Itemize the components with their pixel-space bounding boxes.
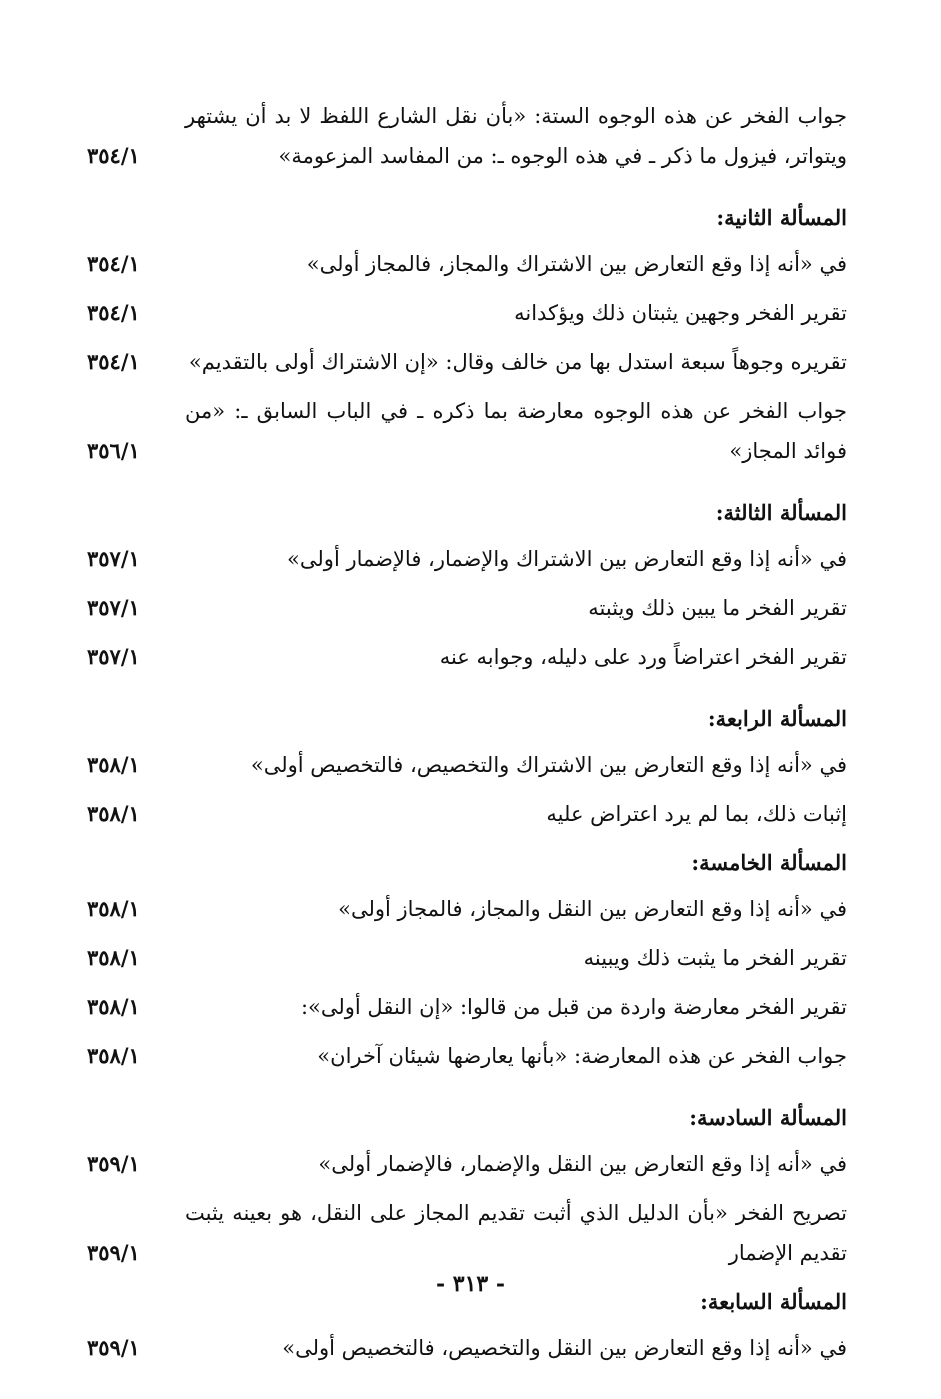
entry-page-ref: ٣٥٤/١: [87, 300, 140, 325]
entry-text: جواب الفخر عن هذه الوجوه الستة: «بأن نقل الشارع اللفظ لا بد أن يشتهر ويتواتر، فيزول ما ذكر ـ في هذه الوجوه ـ: من المفاسد المزعومة»: [185, 104, 847, 168]
entry-page-ref: ٣٥٧/١: [87, 595, 140, 620]
index-entry: [87, 1328, 847, 1368]
index-entry: [87, 889, 847, 929]
index-entry: [87, 391, 847, 471]
entry-text: تقرير الفخر اعتراضاً ورد على دليله، وجوابه عنه: [439, 645, 847, 669]
entry-page-ref: ٣٥٩/١: [87, 1335, 140, 1360]
index-entry: [87, 938, 847, 978]
entry-page-ref: ٣٥٧/١: [87, 546, 140, 571]
entry-text: تصريح الفخر «بأن الدليل الذي أثبت تقديم المجاز على النقل، هو بعينه يثبت تقديم الإضمار: [185, 1201, 847, 1265]
entry-page-ref: ٣٥٩/١: [87, 1240, 140, 1265]
entry-page-ref: ٣٥٧/١: [87, 644, 140, 669]
index-entry: [87, 987, 847, 1027]
entry-page-ref: ٣٥٨/١: [87, 994, 140, 1019]
index-entry: [87, 637, 847, 677]
entry-text: في «أنه إذا وقع التعارض بين النقل والإضمار، فالإضمار أولى»: [318, 1152, 847, 1176]
page-number: - ٣١٣ -: [435, 1271, 506, 1297]
entry-page-ref: ٣٥٨/١: [87, 1043, 140, 1068]
index-entry: [87, 588, 847, 628]
index-entry: [87, 342, 847, 382]
entry-text: تقرير الفخر وجهين يثبتان ذلك ويؤكدانه: [514, 301, 847, 325]
section-heading: المسألة السادسة:: [689, 1105, 847, 1130]
entry-text: في «أنه إذا وقع التعارض بين الاشتراك والمجاز، فالمجاز أولى»: [306, 252, 847, 276]
index-entry: [87, 745, 847, 785]
section-heading: المسألة السابعة:: [700, 1289, 847, 1314]
section-heading: المسألة الرابعة:: [707, 706, 847, 731]
entry-page-ref: ٣٥٨/١: [87, 945, 140, 970]
entry-page-ref: ٣٥٤/١: [87, 143, 140, 168]
entry-text: تقرير الفخر معارضة واردة من قبل من قالوا: «إن النقل أولى»:: [300, 995, 847, 1019]
index-content: [87, 96, 847, 1377]
index-entry: [87, 96, 847, 176]
index-entry: [87, 794, 847, 834]
entry-page-ref: ٣٥٨/١: [87, 896, 140, 921]
entry-page-ref: ٣٥٤/١: [87, 251, 140, 276]
entry-text: في «أنه إذا وقع التعارض بين النقل والتخصيص، فالتخصيص أولى»: [282, 1336, 847, 1360]
entry-page-ref: ٣٥٨/١: [87, 801, 140, 826]
section-heading: المسألة الثالثة:: [715, 500, 847, 525]
index-entry: [87, 293, 847, 333]
entry-text: جواب الفخر عن هذه المعارضة: «بأنها يعارضها شيئان آخران»: [317, 1044, 847, 1068]
entry-page-ref: ٣٥٦/١: [87, 438, 140, 463]
entry-text: تقريره وجوهاً سبعة استدل بها من خالف وقال: «إن الاشتراك أولى بالتقديم»: [188, 350, 847, 374]
entry-text: في «أنه إذا وقع التعارض بين الاشتراك والتخصيص، فالتخصيص أولى»: [250, 753, 847, 777]
index-entry: [87, 1036, 847, 1076]
entry-text: إثبات ذلك، بما لم يرد اعتراض عليه: [546, 802, 847, 826]
entry-text: تقرير الفخر ما يبين ذلك ويثبته: [588, 596, 847, 620]
entry-page-ref: ٣٥٩/١: [87, 1151, 140, 1176]
index-entry: [87, 1144, 847, 1184]
entry-text: في «أنه إذا وقع التعارض بين النقل والمجاز، فالمجاز أولى»: [338, 897, 847, 921]
entry-text: جواب الفخر عن هذه الوجوه معارضة بما ذكره ـ في الباب السابق ـ: «من فوائد المجاز»: [185, 399, 847, 463]
entry-text: تقرير الفخر ما يثبت ذلك ويبينه: [583, 946, 847, 970]
index-entry: [87, 539, 847, 579]
index-entry: [87, 244, 847, 284]
section-heading: المسألة الخامسة:: [691, 850, 847, 875]
section-heading: المسألة الثانية:: [716, 205, 847, 230]
entry-text: في «أنه إذا وقع التعارض بين الاشتراك والإضمار، فالإضمار أولى»: [287, 547, 847, 571]
entry-page-ref: ٣٥٨/١: [87, 752, 140, 777]
index-entry: [87, 1193, 847, 1273]
entry-page-ref: ٣٥٤/١: [87, 349, 140, 374]
